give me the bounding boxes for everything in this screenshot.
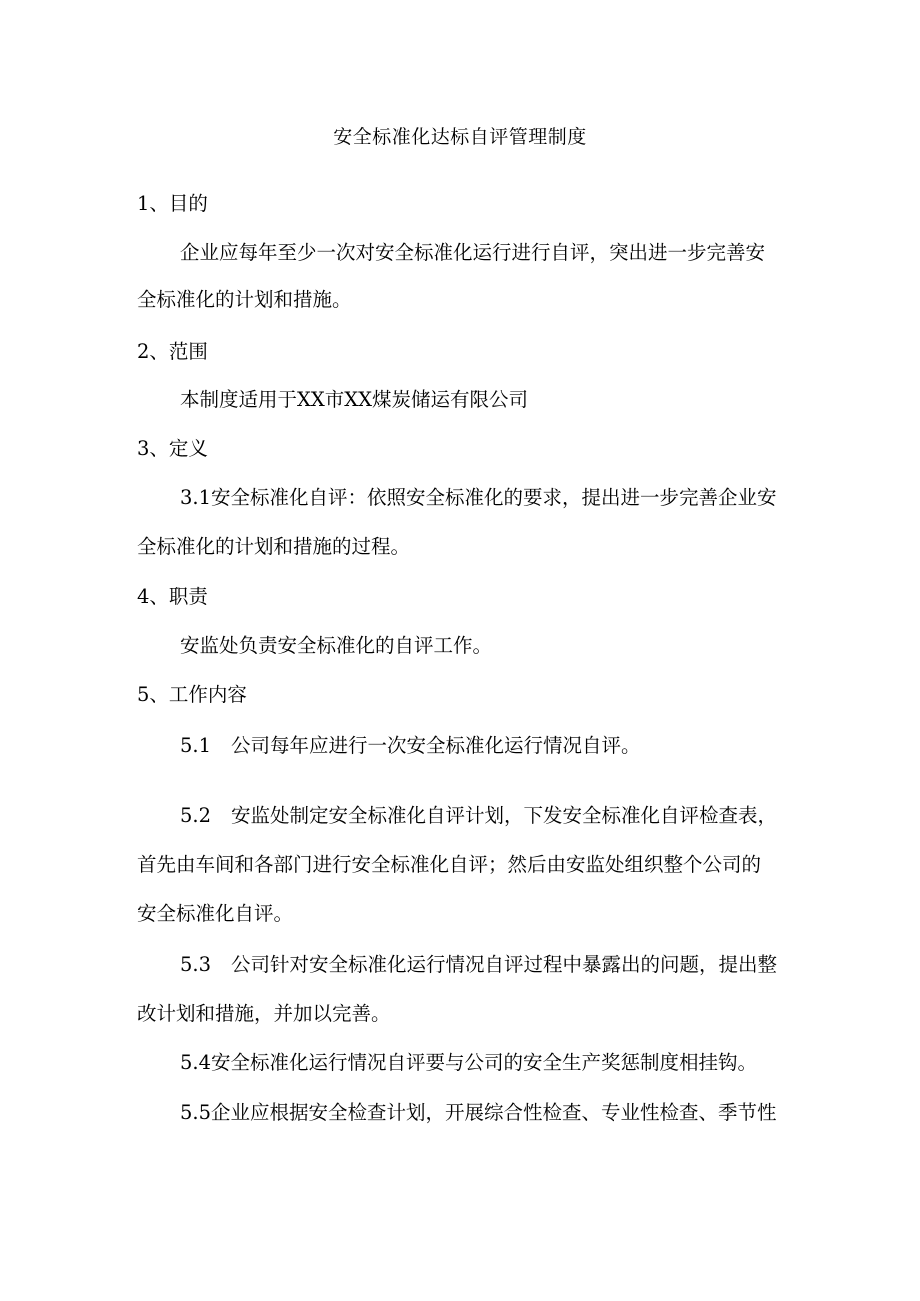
page-title: 安全标准化达标自评管理制度 [333,126,587,148]
item-number: 5.1 [180,734,212,757]
item-5-4-line-1: 5.4安全标准化运行情况自评要与公司的安全生产奖惩制度相挂钩。 [180,1051,758,1074]
item-5-5-line-1: 5.5企业应根据安全检查计划，开展综合性检查、专业性检查、季节性 [180,1101,777,1124]
item-text: 公司每年应进行一次安全标准化运行情况自评。 [231,734,641,757]
item-5-3-line-2: 改计划和措施，并加以完善。 [137,1002,391,1025]
scope-text-line-1: 本制度适用于XX市XX煤炭储运有限公司 [180,388,529,411]
purpose-text-line-2: 全标准化的计划和措施。 [137,288,352,311]
section-heading-work-content: 5、工作内容 [137,683,247,706]
item-5-1-line-1 [180,732,641,760]
definition-text-line-2: 全标准化的计划和措施的过程。 [137,535,411,558]
item-5-2-line-2: 首先由车间和各部门进行安全标准化自评；然后由安监处组织整个公司的 [137,853,762,876]
item-5-3-line-1 [180,951,777,979]
item-number: 5.3 [180,953,212,976]
section-heading-definition: 3、定义 [137,437,208,460]
section-heading-purpose: 1、目的 [137,192,208,215]
item-number: 5.2 [180,804,212,827]
purpose-text-line-1: 企业应每年至少一次对安全标准化运行进行自评，突出进一步完善安 [180,241,766,264]
item-text: 公司针对安全标准化运行情况自评过程中暴露出的问题，提出整 [231,953,778,976]
definition-text-line-1: 3.1安全标准化自评：依照安全标准化的要求，提出进一步完善企业安 [180,486,777,509]
duties-text-line-1: 安监处负责安全标准化的自评工作。 [180,634,493,657]
item-5-2-line-1 [180,802,777,830]
item-5-2-line-3: 安全标准化自评。 [137,902,294,925]
section-heading-scope: 2、范围 [137,340,208,363]
item-text: 安监处制定安全标准化自评计划，下发安全标准化自评检查表， [231,804,778,827]
section-heading-duties: 4、职责 [137,585,208,608]
